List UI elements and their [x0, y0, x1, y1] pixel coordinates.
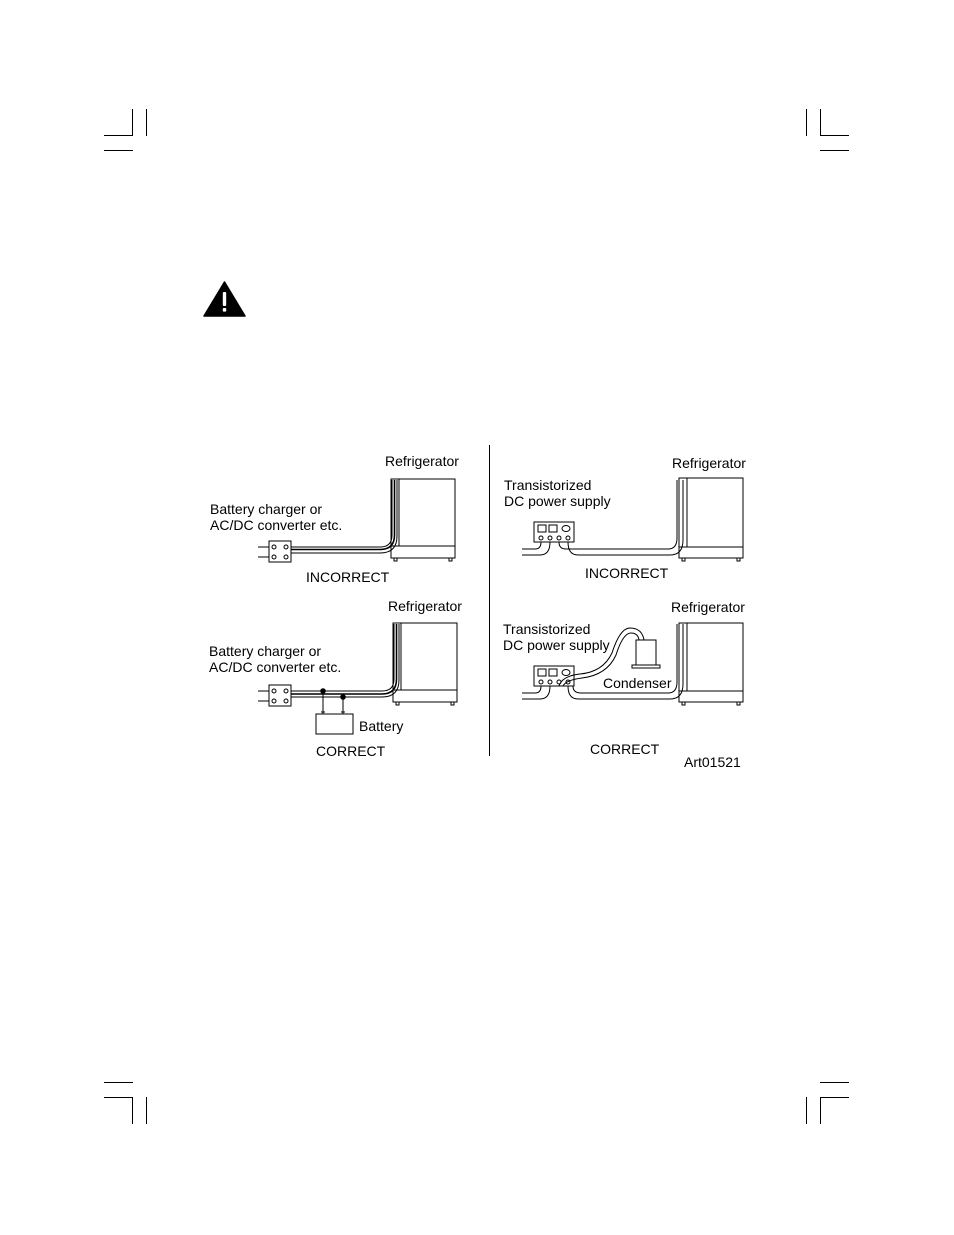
- bottom-right-refrigerator: [679, 623, 743, 705]
- top-right-fridge-label: Refrigerator: [672, 455, 746, 471]
- bottom-left-refrigerator: [393, 623, 457, 705]
- top-left-device-label-1: Battery charger or: [210, 501, 323, 517]
- bottom-left-device-label-1: Battery charger or: [209, 643, 322, 659]
- art-code: Art01521: [684, 754, 741, 770]
- junction-dot-2: [341, 695, 346, 700]
- bottom-right-power-supply: [534, 666, 574, 686]
- top-right-status: INCORRECT: [585, 565, 669, 581]
- top-right-device-label-1: Transistorized: [504, 477, 592, 493]
- top-right-device-label-2: DC power supply: [504, 493, 611, 509]
- top-right-input-cable: [522, 542, 550, 555]
- bottom-right-device-label-1: Transistorized: [503, 621, 591, 637]
- bottom-right-device-label-2: DC power supply: [503, 637, 610, 653]
- bottom-right-input-cable: [522, 686, 550, 699]
- top-right-refrigerator: [679, 478, 743, 561]
- bottom-left-fridge-label: Refrigerator: [388, 598, 462, 614]
- top-left-status: INCORRECT: [306, 569, 390, 585]
- condenser-label: Condenser: [603, 675, 672, 691]
- bottom-left-status: CORRECT: [316, 743, 386, 759]
- bottom-right-status: CORRECT: [590, 741, 660, 757]
- battery-box: [316, 714, 353, 734]
- bottom-left-power-strip: [258, 685, 291, 706]
- top-right-power-supply: [534, 522, 574, 542]
- bottom-right-fridge-label: Refrigerator: [671, 599, 745, 615]
- condenser-body: [632, 640, 660, 668]
- junction-dot-1: [321, 689, 326, 694]
- battery-label: Battery: [359, 718, 404, 734]
- top-left-device-label-2: AC/DC converter etc.: [210, 517, 343, 533]
- top-left-fridge-label: Refrigerator: [385, 453, 459, 469]
- top-left-power-strip: [258, 541, 291, 562]
- top-left-refrigerator: [391, 479, 455, 561]
- bottom-left-device-label-2: AC/DC converter etc.: [209, 659, 342, 675]
